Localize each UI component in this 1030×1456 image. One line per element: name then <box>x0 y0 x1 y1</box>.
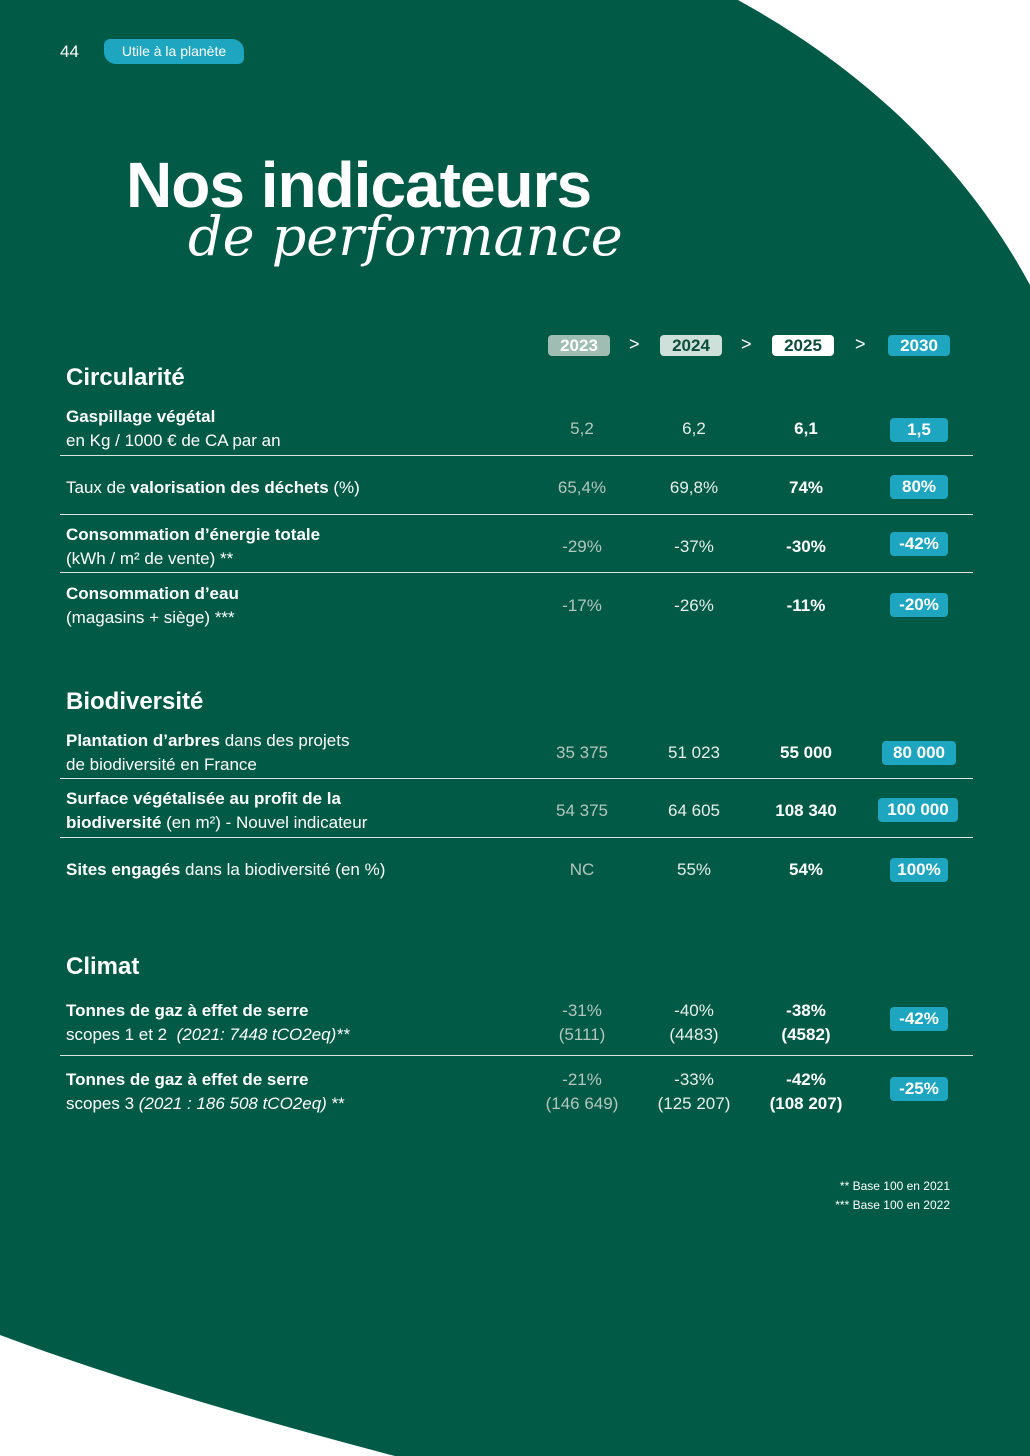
section-tag: Utile à la planète <box>104 39 244 64</box>
value-2023-percent: -31% <box>562 1001 602 1020</box>
value-2025: 55 000 <box>780 743 832 762</box>
row-divider <box>60 837 973 838</box>
target-2030-pill: -42% <box>890 532 948 556</box>
row-label-suffix: dans des projets <box>219 731 350 750</box>
year-2030-badge: 2030 <box>888 335 950 356</box>
year-2023-badge: 2023 <box>548 335 610 356</box>
row-label-bold: Surface végétalisée au profit de la <box>66 789 341 808</box>
value-2025: 108 340 <box>775 801 837 820</box>
row-label-suffix: ** <box>326 1094 345 1113</box>
row-label-bold: biodiversité <box>66 813 162 832</box>
target-2030-pill: -42% <box>890 1007 948 1031</box>
value-2023-tonnes: (146 649) <box>545 1094 619 1113</box>
row-label-detail: (magasins + siège) *** <box>66 608 235 627</box>
value-2023: -29% <box>562 537 602 556</box>
value-2023 <box>517 1068 647 1116</box>
value-2023-tonnes: (5111) <box>558 1025 606 1044</box>
target-2030-pill: 100% <box>890 858 948 882</box>
value-2024-percent: -33% <box>674 1070 714 1089</box>
row-label-prefix: Taux de <box>66 478 131 497</box>
year-2025-badge: 2025 <box>772 335 834 356</box>
value-2024 <box>629 999 759 1047</box>
value-2023: -17% <box>562 596 602 615</box>
row-label <box>66 729 516 777</box>
row-divider <box>60 514 973 515</box>
value-2025-tonnes: (4582) <box>781 1025 831 1044</box>
row-label-detail: de biodiversité en France <box>66 755 257 774</box>
arrow-icon: > <box>855 334 866 354</box>
value-2025 <box>741 999 871 1047</box>
value-2024: 55% <box>676 860 712 879</box>
row-label <box>66 1068 516 1116</box>
value-2023: 65,4% <box>557 478 607 497</box>
target-2030-pill: 1,5 <box>890 418 948 442</box>
value-2023: NC <box>569 860 595 879</box>
value-2024 <box>629 1068 759 1116</box>
target-2030-pill: 100 000 <box>878 798 958 822</box>
value-2025: 74% <box>788 478 824 497</box>
row-label-detail: scopes 1 et 2 <box>66 1025 177 1044</box>
row-label-bold: Sites engagés <box>66 860 181 879</box>
row-label-detail: scopes 3 <box>66 1094 139 1113</box>
value-2025-tonnes: (108 207) <box>769 1094 843 1113</box>
value-2024: -37% <box>674 537 714 556</box>
row-label-baseline: (2021 : 186 508 tCO2eq) <box>138 1094 327 1113</box>
row-label-bold: Consommation d’eau <box>66 584 239 603</box>
value-2023: 5,2 <box>570 419 594 438</box>
footnote: *** Base 100 en 2022 <box>835 1198 950 1212</box>
row-label-suffix: (%) <box>328 478 360 497</box>
value-2023-percent: -21% <box>562 1070 602 1089</box>
value-2023: 35 375 <box>556 743 608 762</box>
footnote: ** Base 100 en 2021 <box>839 1179 950 1193</box>
row-divider <box>60 572 973 573</box>
row-label-bold: Tonnes de gaz à effet de serre <box>66 1001 309 1020</box>
row-divider <box>60 778 973 779</box>
row-label <box>66 787 516 835</box>
value-2024: -26% <box>674 596 714 615</box>
row-label-suffix: (en m²) - Nouvel indicateur <box>161 813 368 832</box>
value-2025-percent: -38% <box>786 1001 826 1020</box>
value-2024-percent: -40% <box>674 1001 714 1020</box>
value-2025-percent: -42% <box>786 1070 826 1089</box>
value-2023: 54 375 <box>556 801 608 820</box>
value-2025: 6,1 <box>794 419 818 438</box>
value-2025: -11% <box>786 596 826 615</box>
row-label-detail: (kWh / m² de vente) ** <box>66 549 234 568</box>
page-number: 44 <box>60 42 79 61</box>
section-title-climat: Climat <box>66 953 140 980</box>
row-label-bold: Tonnes de gaz à effet de serre <box>66 1070 309 1089</box>
row-label-baseline: (2021: 7448 tCO2eq)** <box>176 1025 350 1044</box>
arrow-icon: > <box>629 334 640 354</box>
value-2024-tonnes: (125 207) <box>657 1094 731 1113</box>
row-label <box>66 999 516 1047</box>
row-label <box>66 582 516 630</box>
row-label <box>66 858 516 882</box>
target-2030-pill: 80% <box>890 475 948 499</box>
row-label-bold: Plantation d’arbres <box>66 731 220 750</box>
arrow-icon: > <box>741 334 752 354</box>
value-2024: 6,2 <box>682 419 706 438</box>
row-label-bold: Consommation d’énergie totale <box>66 525 321 544</box>
value-2024: 69,8% <box>669 478 719 497</box>
row-divider <box>60 1055 973 1056</box>
value-2024: 51 023 <box>668 743 720 762</box>
value-2024: 64 605 <box>668 801 720 820</box>
row-label <box>66 405 516 453</box>
page-title: Nos indicateurs <box>126 149 592 221</box>
row-label-bold: Gaspillage végétal <box>66 407 216 426</box>
target-2030-pill: -20% <box>890 593 948 617</box>
section-title-biodiversite: Biodiversité <box>66 688 204 715</box>
value-2025: -30% <box>786 537 826 556</box>
section-title-circularite: Circularité <box>66 364 185 391</box>
row-label-bold: valorisation des déchets <box>130 478 329 497</box>
row-label-detail: en Kg / 1000 € de CA par an <box>66 431 281 450</box>
page-subtitle: de performance <box>188 205 623 268</box>
row-label <box>66 523 516 571</box>
row-label-suffix: dans la biodiversité (en %) <box>180 860 386 879</box>
value-2025 <box>741 1068 871 1116</box>
value-2025: 54% <box>788 860 824 879</box>
value-2024-tonnes: (4483) <box>669 1025 719 1044</box>
row-label <box>66 476 516 500</box>
year-2024-badge: 2024 <box>660 335 722 356</box>
target-2030-pill: -25% <box>890 1077 948 1101</box>
value-2023 <box>517 999 647 1047</box>
target-2030-pill: 80 000 <box>882 741 956 765</box>
row-divider <box>60 455 973 456</box>
